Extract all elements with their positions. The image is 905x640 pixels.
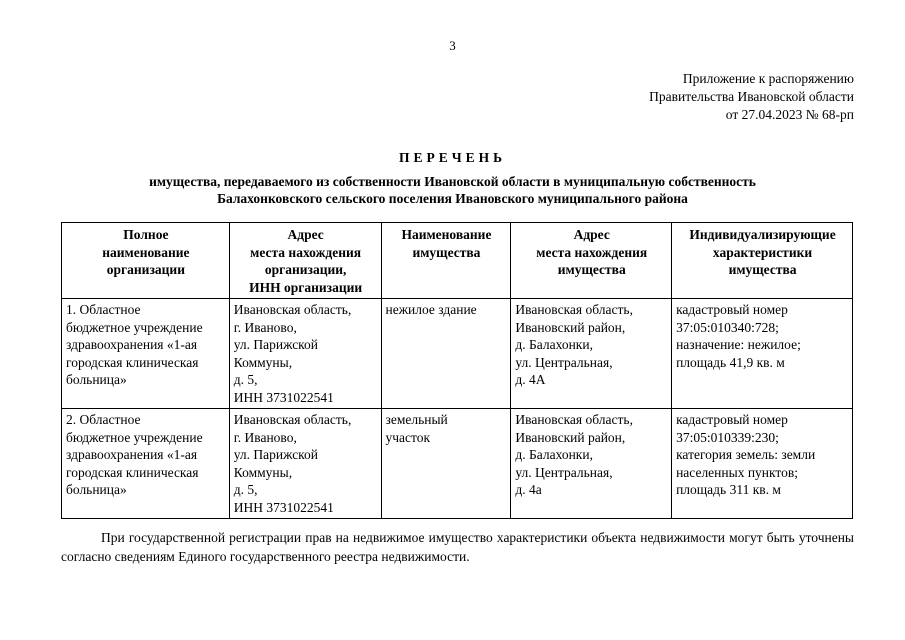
appendix-line: Правительства Ивановской области [649,89,854,104]
header-cell [229,223,381,299]
cell-line: Ивановская область, [515,302,633,317]
cell-line: кадастровый номер [676,412,788,427]
cell-line: д. Балахонки, [515,337,593,352]
cell-line: участок [385,429,431,445]
cell-line: населенных пунктов; [676,464,798,480]
cell-line: бюджетное учреждение [66,429,203,445]
cell-line: 1. Областное [66,302,141,317]
cell-line: больница» [66,482,127,497]
cell-line: ул. Центральная, [515,354,613,370]
footnote-paragraph: При государственной регистрации прав на недвижимое имущество характеристики объекта недвижимости могут быть уточнены согласно сведениям Единого государственного реестра недвижимости. [61,530,854,564]
cell-line: ул. Парижской [233,447,319,462]
header-line: Адрес [287,227,324,242]
document-title: ПЕРЕЧЕНЬ [398,150,507,165]
cell-line: Ивановская область, [233,412,352,427]
cell-line: д. 4А [515,372,546,387]
appendix-line: от 27.04.2023 № 68-рп [725,107,854,122]
header-line: имущества [412,244,481,260]
header-line: организации [106,262,185,277]
cell-line: городская клиническая [66,464,199,480]
table-cell-property-name [381,299,511,409]
table-row [62,299,853,409]
header-line: имущества [728,262,797,277]
appendix-line: Приложение к распоряжению [682,71,854,86]
header-cell [511,223,672,299]
appendix-header [649,70,854,124]
cell-line: д. 5, [233,482,258,497]
cell-line: ИНН 3731022541 [233,389,334,405]
table-row [62,409,853,519]
cell-line: д. 5, [233,372,258,387]
cell-line: 37:05:010340:728; [676,319,779,335]
page-number: 3 [449,38,456,53]
cell-line: больница» [66,372,127,387]
table-cell-organization [62,299,230,409]
table-cell-characteristics [672,299,853,409]
header-cell [62,223,230,299]
cell-line: Коммуны, [233,464,293,480]
cell-line: здравоохранения «1-ая [66,337,198,352]
subtitle-line: имущества, передаваемого из собственности Ивановской области в муниципальную собственность [149,174,756,189]
table-header-row [62,223,853,299]
cell-line: земельный [385,412,448,427]
cell-line: г. Иваново, [233,319,297,335]
cell-line: категория земель: земли [676,447,816,462]
property-table [61,222,853,519]
header-cell [672,223,853,299]
header-line: организации, [264,262,347,277]
table-cell-property-name [381,409,511,519]
table-cell-characteristics [672,409,853,519]
table-cell-organization [62,409,230,519]
cell-line: площадь 311 кв. м [676,482,781,497]
header-line: характеристики [712,244,813,260]
cell-line: городская клиническая [66,354,199,370]
header-line: места нахождения [250,244,362,260]
cell-line: Коммуны, [233,354,293,370]
header-line: Адрес [573,227,610,242]
header-cell [381,223,511,299]
cell-line: бюджетное учреждение [66,319,203,335]
header-line: имущества [557,262,626,277]
header-line: места нахождения [536,244,648,260]
cell-line: г. Иваново, [233,429,297,445]
table-cell-property-address [511,409,672,519]
cell-line: 2. Областное [66,412,141,427]
subtitle-line: Балахонковского сельского поселения Ивановского муниципального района [217,191,688,206]
cell-line: Ивановская область, [233,302,352,317]
cell-line: Ивановский район, [515,319,626,335]
cell-line: назначение: нежилое; [676,337,801,352]
table-cell-org-address [229,409,381,519]
cell-line: ул. Парижской [233,337,319,352]
cell-line: ИНН 3731022541 [233,499,334,515]
cell-line: Ивановский район, [515,429,626,445]
cell-line: кадастровый номер [676,302,788,317]
cell-line: д. Балахонки, [515,447,593,462]
cell-line: площадь 41,9 кв. м [676,354,785,370]
cell-line: 37:05:010339:230; [676,429,779,445]
table-cell-property-address [511,299,672,409]
cell-line: здравоохранения «1-ая [66,447,198,462]
cell-line: ул. Центральная, [515,464,613,480]
header-line: Наименование [401,227,492,242]
document-subtitle [0,173,905,207]
header-line: наименование [102,244,190,260]
cell-line: нежилое здание [385,302,477,317]
cell-line: Ивановская область, [515,412,633,427]
header-line: ИНН организации [249,279,363,295]
header-line: Полное [123,227,169,242]
cell-line: д. 4а [515,482,542,497]
header-line: Индивидуализирующие [689,227,836,242]
table-cell-org-address [229,299,381,409]
